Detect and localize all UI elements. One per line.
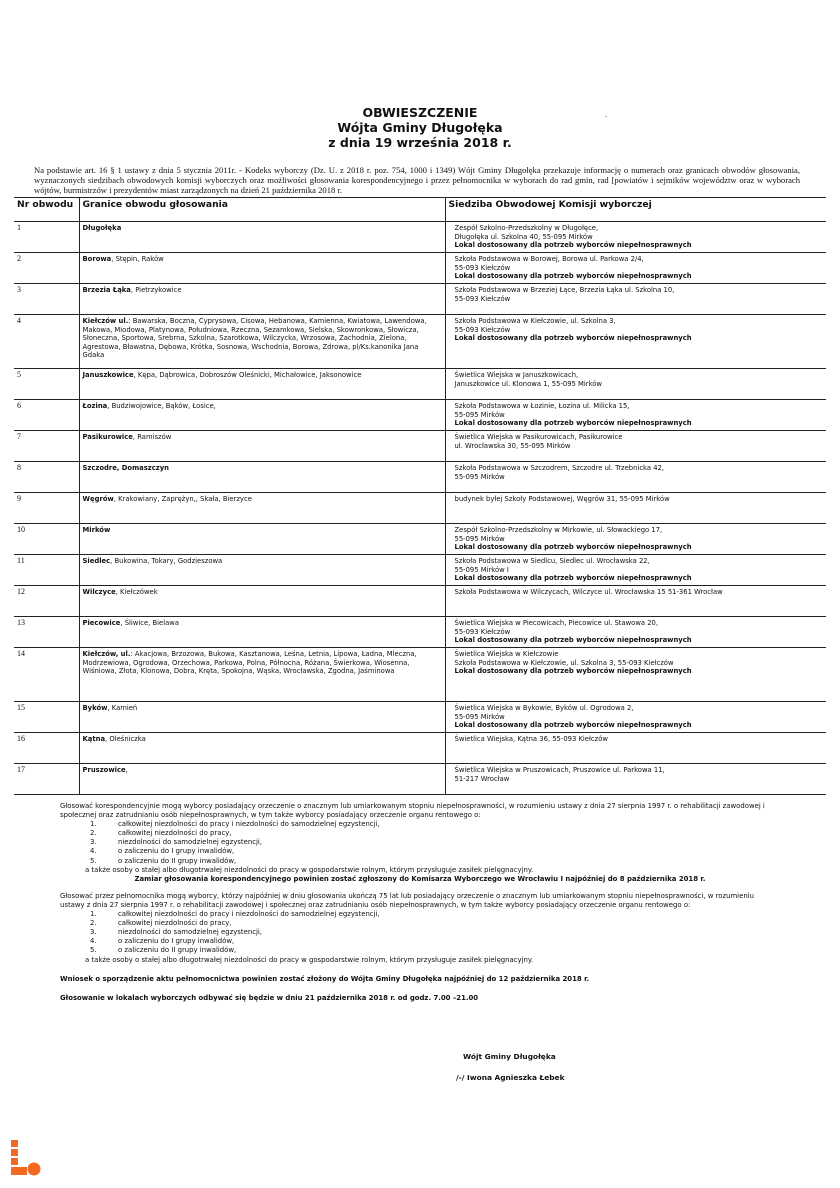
- list-number: 4.: [90, 847, 97, 856]
- locality-details: , Ramiszów: [132, 433, 172, 441]
- locality-name: Długołęka: [82, 224, 122, 232]
- locality-name: Pasikurowice: [82, 433, 133, 441]
- signature-office: Wójt Gminy Długołęka: [463, 1052, 556, 1061]
- row-boundaries: [79, 400, 445, 431]
- list-text: całkowitej niezdolności do pracy i niezdolności do samodzielnej egzystencji,: [118, 820, 380, 829]
- list-number: 5.: [90, 856, 97, 865]
- locality-name: Wilczyce: [82, 588, 116, 596]
- row-boundaries: [79, 222, 445, 253]
- row-number: 10: [14, 524, 79, 555]
- list-item: [90, 937, 780, 946]
- row-number: 15: [14, 702, 79, 733]
- scan-speck: [605, 116, 607, 117]
- locality-name: Mirków: [82, 526, 111, 534]
- list-number: 1.: [90, 820, 97, 829]
- column-header-nr: Nr obwodu: [14, 198, 79, 222]
- column-header-siedziba: Siedziba Obwodowej Komisji wyborczej: [445, 198, 826, 222]
- locality-details: , Budziwojowice, Bąków, Łosice,: [107, 402, 216, 410]
- accessibility-note: Lokal dostosowany dla potrzeb wyborców niepełnosprawnych: [454, 419, 692, 428]
- accessibility-note: Lokal dostosowany dla potrzeb wyborców niepełnosprawnych: [454, 636, 692, 645]
- seat-address: Szkoła Podstawowa w Siedlcu, Siedlec ul. Wrocławska 22, 55-095 Mirków I: [454, 557, 650, 574]
- row-seat: [445, 284, 826, 315]
- row-seat: [445, 733, 826, 764]
- list-item: [90, 946, 780, 955]
- locality-name: Piecowice: [82, 619, 121, 627]
- table-row: [14, 764, 826, 795]
- row-seat: [445, 400, 826, 431]
- accessibility-note: Lokal dostosowany dla potrzeb wyborców niepełnosprawnych: [454, 721, 692, 730]
- seat-address: Świetlica Wiejska w Pasikurowicach, Pasikurowice ul. Wrocławska 30, 55-095 Mirków: [454, 433, 623, 450]
- row-boundaries: [79, 315, 445, 369]
- column-header-granice: Granice obwodu głosowania: [79, 198, 445, 222]
- row-seat: [445, 493, 826, 524]
- signature-name: /-/ Iwona Agnieszka Łebek: [456, 1073, 565, 1082]
- table-header-row: [14, 198, 826, 222]
- seat-address: Świetlica Wiejska w Kiełczowie Szkoła Podstawowa w Kiełczowie, ul. Szkolna 3, 55-093 Kiełczów: [454, 650, 674, 667]
- row-seat: [445, 222, 826, 253]
- seat-address: Szkoła Podstawowa w Borowej, Borowa ul. Parkowa 2/4, 55-093 Kiełczów: [454, 255, 644, 272]
- list-number: 1.: [90, 910, 97, 919]
- list-item: [90, 919, 780, 928]
- row-boundaries: [79, 586, 445, 617]
- table-row: [14, 222, 826, 253]
- row-seat: [445, 369, 826, 400]
- row-number: 9: [14, 493, 79, 524]
- notes-section: [60, 802, 780, 1003]
- locality-name: Borowa: [82, 255, 112, 263]
- list-text: o zaliczeniu do I grupy inwalidów,: [118, 937, 235, 946]
- seat-address: Zespół Szkolno-Przedszkolny w Długołęce, Długołęka ul. Szkolna 40, 55-095 Mirków: [454, 224, 599, 241]
- locality-details: , Kamień: [107, 704, 138, 712]
- accessibility-note: Lokal dostosowany dla potrzeb wyborców niepełnosprawnych: [454, 272, 692, 281]
- row-seat: [445, 315, 826, 369]
- voting-hours: Głosowanie w lokalach wyborczych odbywać się będzie w dniu 21 października 2018 r. od godz. 7.00 –21.00: [60, 993, 479, 1002]
- table-row: [14, 648, 826, 702]
- accessibility-note: Lokal dostosowany dla potrzeb wyborców niepełnosprawnych: [454, 543, 692, 552]
- proxy-paragraph: Głosować przez pełnomocnika mogą wyborcy, którzy najpóźniej w dniu głosowania ukończą 75 lat lub posiadający orzeczenie o znacznym lub umiarkowanym stopniu niepełnosprawności, w rozumieniu ustawy z dnia 27 sierpnia 1997 r. o rehabilitacji zawodowej i społecznej oraz zatrudnianiu osób niepełnosprawnych, w tym także wyborcy posiadający orzeczenie organu rentowego o:: [60, 891, 754, 909]
- table-row: [14, 555, 826, 586]
- spacer: [60, 884, 780, 892]
- document-date: z dnia 19 września 2018 r.: [328, 135, 512, 150]
- list-text: całkowitej niezdolności do pracy,: [118, 919, 232, 928]
- accessibility-note: Lokal dostosowany dla potrzeb wyborców niepełnosprawnych: [454, 334, 692, 343]
- table-row: [14, 586, 826, 617]
- row-number: 2: [14, 253, 79, 284]
- row-number: 16: [14, 733, 79, 764]
- proxy-deadline: Wniosek o sporządzenie aktu pełnomocnictwa powinien zostać złożony do Wójta Gminy Długołęka najpóźniej do 12 października 2018 r.: [60, 974, 590, 983]
- table-row: [14, 493, 826, 524]
- table-row: [14, 431, 826, 462]
- locality-name: Łozina: [82, 402, 108, 410]
- locality-name: Byków: [82, 704, 108, 712]
- locality-name: Januszkowice: [82, 371, 134, 379]
- row-seat: [445, 431, 826, 462]
- list-text: o zaliczeniu do II grupy inwalidów,: [118, 946, 237, 955]
- row-number: 1: [14, 222, 79, 253]
- row-boundaries: [79, 284, 445, 315]
- row-seat: [445, 648, 826, 702]
- table-row: [14, 733, 826, 764]
- list-number: 2.: [90, 829, 97, 838]
- table-row: [14, 400, 826, 431]
- row-seat: [445, 524, 826, 555]
- correspondence-tail: a także osoby o stałej albo długotrwałej niezdolności do pracy w gospodarstwie rolnym, którym przysługuje zasiłek pielęgnacyjny.: [85, 865, 534, 874]
- row-boundaries: [79, 648, 445, 702]
- logo-graphic: [11, 1136, 41, 1176]
- row-number: 5: [14, 369, 79, 400]
- locality-details: : Bawarska, Boczna, Cyprysowa, Cisowa, Hebanowa, Kamienna, Kwiatowa, Lawendowa, Makowa, Miodowa, Platynowa, Południowa, Rzeczna, Sezamkowa, Sielska, Skowronkowa, Słowicza, Słoneczna, Sportowa, Srebrna, Szkolna, Szarotkowa, Wilczycka, Wrzosowa, Zachodnia, Zielona, Agrestowa, Bławatna, Dębowa, Krótka, Sosnowa, Wschodnia, Borowa, Zdrowa, pl/Ks.kanonika Jana Gdaka: [82, 317, 427, 360]
- row-boundaries: [79, 617, 445, 648]
- table-row: [14, 617, 826, 648]
- locality-details: : Akacjowa, Brzozowa, Bukowa, Kasztanowa, Leśna, Letnia, Lipowa, Ładna, Mleczna, Modrzewiowa, Ogrodowa, Orzechowa, Parkowa, Polna, Północna, Różana, Świerkowa, Wiosenna, Wiśniowa, Złota, Klonowa, Dobra, Kręta, Spokojna, Wąska, Wrocławska, Zgodna, Jaśminowa: [82, 650, 417, 676]
- list-number: 2.: [90, 919, 97, 928]
- locality-details: , Pietrzykowice: [130, 286, 182, 294]
- accessibility-note: Lokal dostosowany dla potrzeb wyborców niepełnosprawnych: [454, 667, 692, 676]
- list-item: [90, 838, 780, 847]
- seat-address: Szkoła Podstawowa w Szczodrem, Szczodre ul. Trzebnicka 42, 55-095 Mirków: [454, 464, 665, 481]
- table-row: [14, 315, 826, 369]
- locality-name: Siedlec: [82, 557, 111, 565]
- row-boundaries: [79, 733, 445, 764]
- locality-details: , Bukowina, Tokary, Godzieszowa: [110, 557, 223, 565]
- locality-name: Kiełczów, ul.: [82, 650, 131, 658]
- list-number: 4.: [90, 937, 97, 946]
- list-item: [90, 820, 780, 829]
- proxy-list: [60, 910, 780, 955]
- accessibility-note: Lokal dostosowany dla potrzeb wyborców niepełnosprawnych: [454, 241, 692, 250]
- row-number: 11: [14, 555, 79, 586]
- seat-address: Świetlica Wiejska w Januszkowicach, Januszkowice ul. Klonowa 1, 55-095 Mirków: [454, 371, 602, 388]
- table-row: [14, 284, 826, 315]
- list-text: o zaliczeniu do I grupy inwalidów,: [118, 847, 235, 856]
- proxy-tail: a także osoby o stałej albo długotrwałej niezdolności do pracy w gospodarstwie rolnym, którym przysługuje zasiłek pielęgnacyjny.: [85, 955, 534, 964]
- correspondence-list: [60, 820, 780, 865]
- row-number: 14: [14, 648, 79, 702]
- intro-paragraph: Na podstawie art. 16 § 1 ustawy z dnia 5 stycznia 2011r. - Kodeks wyborczy (Dz. U. z 2018 r. poz. 754, 1000 i 1349) Wójt Gminy Długołęka przekazuje informację o numerach oraz granicach obwodów głosowania, wyznaczonych siedzibach obwodowych komisji wyborczych oraz możliwości głosowania korespondencyjnego i przez pełnomocnika w wyborach do rad gmin, rad [powiatów i sejmików województw oraz w wyborach wójtów, burmistrzów i prezydentów miast zarządzonych na dzień 21 października 2018 r.: [34, 165, 800, 196]
- seat-address: Szkoła Podstawowa w Wilczycach, Wilczyce ul. Wrocławska 15 51-361 Wrocław: [454, 588, 723, 596]
- seat-address: budynek byłej Szkoły Podstawowej, Węgrów 31, 55-095 Mirków: [454, 495, 670, 503]
- spacer: [60, 965, 780, 975]
- row-boundaries: [79, 702, 445, 733]
- spacer: [60, 984, 780, 994]
- row-seat: [445, 702, 826, 733]
- locality-name: Szczodre, Domaszczyn: [82, 464, 170, 472]
- seat-address: Szkoła Podstawowa w Kiełczowie, ul. Szkolna 3, 55-093 Kiełczów: [454, 317, 616, 334]
- row-boundaries: [79, 555, 445, 586]
- row-number: 6: [14, 400, 79, 431]
- locality-details: , Krakowiany, Zaprężyn,, Skała, Bierzyce: [113, 495, 252, 503]
- locality-details: , Oleśniczka: [105, 735, 146, 743]
- row-boundaries: [79, 524, 445, 555]
- row-seat: [445, 253, 826, 284]
- row-number: 7: [14, 431, 79, 462]
- accessibility-note: Lokal dostosowany dla potrzeb wyborców niepełnosprawnych: [454, 574, 692, 583]
- row-seat: [445, 586, 826, 617]
- row-number: 17: [14, 764, 79, 795]
- table-row: [14, 524, 826, 555]
- row-boundaries: [79, 369, 445, 400]
- seat-address: Świetlica Wiejska, Kątna 36, 55-093 Kiełczów: [454, 735, 608, 743]
- table-row: [14, 253, 826, 284]
- list-text: całkowitej niezdolności do pracy i niezdolności do samodzielnej egzystencji,: [118, 910, 380, 919]
- correspondence-deadline: Zamiar głosowania korespondencyjnego powinien zostać zgłoszony do Komisarza Wyborczego we Wrocławiu I najpóźniej do 8 października 2018 r.: [134, 874, 706, 883]
- list-text: o zaliczeniu do II grupy inwalidów,: [118, 856, 237, 865]
- document-subtitle: Wójta Gminy Długołęka: [337, 120, 503, 135]
- seat-address: Szkoła Podstawowa w Łozinie, Łozina ul. Milicka 15, 55-095 Mirków: [454, 402, 630, 419]
- row-boundaries: [79, 764, 445, 795]
- row-number: 12: [14, 586, 79, 617]
- table-row: [14, 702, 826, 733]
- locality-name: Kątna: [82, 735, 106, 743]
- locality-details: , Kiełczówek: [115, 588, 158, 596]
- row-seat: [445, 462, 826, 493]
- list-text: niezdolności do samodzielnej egzystencji,: [118, 838, 263, 847]
- row-number: 3: [14, 284, 79, 315]
- correspondence-paragraph: Głosować korespondencyjnie mogą wyborcy posiadający orzeczenie o znacznym lub umiarkowanym stopniu niepełnosprawności, w rozumieniu ustawy z dnia 27 sierpnia 1997 r. o rehabilitacji zawodowej i społecznej oraz zatrudnianiu osób niepełnosprawnych, w tym także wyborcy posiadający orzeczenie organu rentowego o:: [60, 802, 765, 820]
- row-boundaries: [79, 493, 445, 524]
- table-body: [14, 222, 826, 795]
- locality-name: Pruszowice: [82, 766, 126, 774]
- table-row: [14, 369, 826, 400]
- seat-address: Świetlica Wiejska w Piecowicach, Piecowice ul. Stawowa 20, 55-093 Kiełczów: [454, 619, 659, 636]
- row-seat: [445, 555, 826, 586]
- row-boundaries: [79, 462, 445, 493]
- list-item: [90, 910, 780, 919]
- list-text: niezdolności do samodzielnej egzystencji,: [118, 928, 263, 937]
- locality-details: , Śliwice, Bielawa: [120, 619, 179, 627]
- row-number: 4: [14, 315, 79, 369]
- row-number: 8: [14, 462, 79, 493]
- seat-address: Świetlica Wiejska w Pruszowicach, Pruszowice ul. Parkowa 11, 51-217 Wrocław: [454, 766, 665, 783]
- list-number: 3.: [90, 838, 97, 847]
- table-row: [14, 462, 826, 493]
- list-item: [90, 857, 780, 866]
- districts-table: [14, 197, 826, 795]
- logo-icon: [11, 1136, 41, 1176]
- list-item: [90, 829, 780, 838]
- locality-name: Węgrów: [82, 495, 114, 503]
- list-text: całkowitej niezdolności do pracy,: [118, 829, 232, 838]
- list-number: 5.: [90, 946, 97, 955]
- row-boundaries: [79, 253, 445, 284]
- row-number: 13: [14, 617, 79, 648]
- row-boundaries: [79, 431, 445, 462]
- seat-address: Zespół Szkolno-Przedszkolny w Mirkowie, ul. Słowackiego 17, 55-095 Mirków: [454, 526, 663, 543]
- locality-details: , Kępa, Dąbrowica, Dobroszów Oleśnicki, Michałowice, Jaksonowice: [133, 371, 362, 379]
- list-item: [90, 928, 780, 937]
- locality-details: , Stępin, Raków: [111, 255, 164, 263]
- list-number: 3.: [90, 928, 97, 937]
- locality-details: ,: [125, 766, 128, 774]
- row-seat: [445, 617, 826, 648]
- seat-address: Szkoła Podstawowa w Brzeziej Łące, Brzezia Łąka ul. Szkolna 10, 55-093 Kiełczów: [454, 286, 675, 303]
- locality-name: Brzezia Łąka: [82, 286, 131, 294]
- list-item: [90, 847, 780, 856]
- document-title: OBWIESZCZENIE: [362, 105, 478, 120]
- row-seat: [445, 764, 826, 795]
- seat-address: Świetlica Wiejska w Bykowie, Byków ul. Ogrodowa 2, 55-095 Mirków: [454, 704, 634, 721]
- locality-name: Kiełczów ul.: [82, 317, 129, 325]
